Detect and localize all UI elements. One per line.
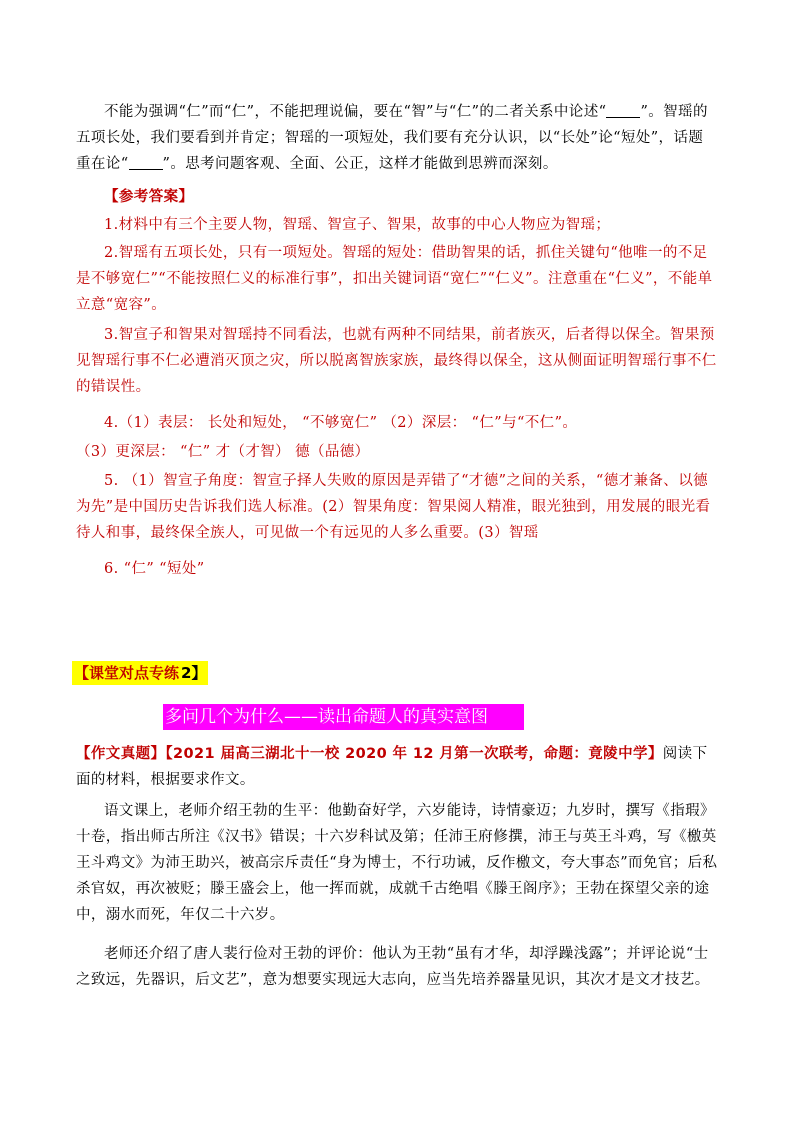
material-paragraph-2: 老师还介绍了唐人裴行俭对王勃的评价：他认为王勃“虽有才华，却浮躁浅露”；并评论说“士之致远，先器识，后文艺”，意为想要实现远大志向，应当先培养器量见识，其次才是文才技艺。: [76, 946, 710, 988]
source-line: 【作文真题】【2021 届高三湖北十一校 2020 年 12 月第一次联考，命题：竟陵中学】阅读下面的材料，根据要求作文。: [76, 746, 708, 788]
answer-5: 5. （1）智宣子角度：智宣子择人失败的原因是弄错了“才德”之间的关系，“德才兼备、以德为先”是中国历史告诉我们选人标准。(2）智果角度：智果阅人精准，眼光独到，用发展的眼光看待人和事，最终保全族人，可见做一个有远见的人多么重要。(3）智瑶: [76, 473, 711, 541]
answer-4: 4.（1）表层： 长处和短处， “不够宽仁” （2）深层： “仁”与“不仁”。: [104, 415, 578, 431]
answer-4-continued: （3）更深层： “仁” 才（才智） 德（品德）: [76, 444, 370, 460]
material-paragraph-1: 语文课上，老师介绍王勃的生平：他勤奋好学，六岁能诗，诗情豪迈；九岁时，撰写《指瑕》十卷，指出师古所注《汉书》错误；十六岁科试及第；任沛王府修撰，沛王与英王斗鸡，写《檄英王斗鸡文》为沛王助兴，被高宗斥责任“身为博士，不行功诫，反作檄文，夸大事态”而免官；后私杀官奴，再次被贬；滕王盛会上，他一挥而就，成就千古绝唱《滕王阁序》；王勃在探望父亲的途中，溺水而死，年仅二十六岁。: [76, 803, 718, 923]
answer-heading: 【参考答案】: [104, 189, 194, 205]
fill-blank: [606, 103, 640, 118]
answer-1: 1.材料中有三个主要人物，智瑶、智宣子、智果，故事的中心人物应为智瑶；: [104, 217, 611, 233]
banner-title: 多问几个为什么——读出命题人的真实意图: [163, 704, 524, 730]
answer-2: 2.智瑶有五项长处，只有一项短处。智瑶的短处：借助智果的话，抓住关键句“他唯一的不足是不够宽仁”“不能按照仁义的标准行事”，扣出关键词语“宽仁”“仁义”。注意重在“仁义”，不能单立意“宽容”。: [76, 245, 713, 313]
intro-line-1: 不能为强调“仁”而“仁”，不能把理说偏，要在“智”与“仁”的二者关系中论述: [104, 104, 599, 120]
fill-blank: [129, 155, 163, 170]
answer-3: 3.智宣子和智果对智瑶持不同看法，也就有两种不同结果，前者族灭，后者得以保全。智果预见智瑶行事不仁必遭消灭顶之灾，所以脱离智族家族，最终得以保全，这从侧面证明智瑶行事不仁的错误性。: [76, 327, 717, 395]
answer-6: 6. “仁” “短处”: [104, 561, 205, 577]
section-tag: 【课堂对点专练 2】: [72, 661, 208, 685]
intro-paragraph: 不能为强调“仁”而“仁”，不能把理说偏，要在“智”与“仁”的二者关系中论述“ ”。智瑶的五项长处，我们要看到并肯定；智瑶的一项短处，我们要有充分认识，以“长处”论“短处”，话题重在论“ ”。思考问题客观、全面、公正，这样才能做到思辨而深刻。: [76, 104, 708, 172]
